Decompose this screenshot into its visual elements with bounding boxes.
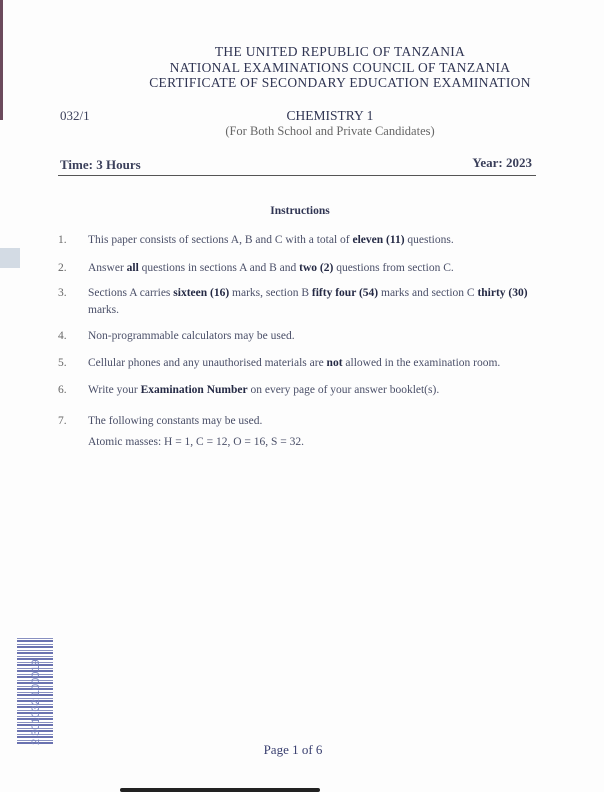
- instruction-number: 7.: [58, 415, 67, 427]
- exam-year: Year: 2023: [472, 155, 532, 170]
- instructions-title: Instructions: [270, 205, 330, 217]
- instruction-text: [88, 285, 538, 319]
- text: Non-programmable calculators may be used.: [88, 330, 295, 342]
- text: The following constants may be used.: [88, 415, 263, 427]
- instruction-number: 6.: [58, 384, 67, 396]
- text: marks.: [88, 304, 119, 316]
- bold-text: fifty four (54): [311, 287, 379, 299]
- bold-text: two (2): [299, 262, 334, 274]
- instruction-text: [88, 413, 538, 451]
- text: marks and section C: [378, 287, 478, 299]
- header-line-3: CERTIFICATE OF SECONDARY EDUCATION EXAMINATION: [149, 75, 531, 90]
- instruction-text: [88, 328, 538, 345]
- text: Answer: [88, 262, 127, 274]
- text: questions from section C.: [333, 262, 454, 274]
- header-line-2: NATIONAL EXAMINATIONS COUNCIL OF TANZANIA: [169, 60, 511, 75]
- header-divider: [58, 175, 536, 176]
- barcode-number: 2 301032 100019: [30, 659, 42, 745]
- instruction-number: 5.: [58, 357, 67, 369]
- bold-text: all: [126, 262, 139, 274]
- bold-text: not: [326, 357, 343, 369]
- instruction-number: 2.: [58, 262, 67, 274]
- bold-text: sixteen (16): [173, 287, 230, 299]
- text: questions.: [404, 234, 454, 246]
- text: Sections A carries: [88, 287, 174, 299]
- candidates-note: (For Both School and Private Candidates): [225, 124, 435, 138]
- instruction-number: 4.: [58, 330, 67, 342]
- atomic-masses: Atomic masses: H = 1, C = 12, O = 16, S = 32.: [88, 436, 305, 448]
- text: Cellular phones and any unauthorised materials are: [88, 357, 327, 369]
- text: allowed in the examination room.: [342, 357, 501, 369]
- text: marks, section B: [229, 287, 312, 299]
- bold-text: Examination Number: [140, 384, 248, 396]
- instruction-text: [88, 232, 538, 249]
- paper-code: 032/1: [60, 108, 90, 123]
- instruction-number: 3.: [58, 287, 67, 299]
- instruction-number: 1.: [58, 234, 67, 246]
- instruction-text: [88, 260, 538, 277]
- bold-text: eleven (11): [352, 234, 405, 246]
- page-number: Page 1 of 6: [263, 742, 323, 757]
- text: Write your: [88, 384, 141, 396]
- subject-title: CHEMISTRY 1: [286, 108, 374, 123]
- bold-text: thirty (30): [477, 287, 528, 299]
- exam-time: Time: 3 Hours: [60, 157, 141, 172]
- text: questions in sections A and B and: [138, 262, 300, 274]
- scan-shadow: [120, 788, 320, 792]
- instruction-text: [88, 382, 538, 399]
- text: This paper consists of sections A, B and C with a total of: [88, 234, 353, 246]
- header-line-1: THE UNITED REPUBLIC OF TANZANIA: [214, 44, 466, 59]
- text: on every page of your answer booklet(s).: [247, 384, 440, 396]
- scan-smudge: [0, 248, 20, 268]
- instruction-text: [88, 355, 538, 372]
